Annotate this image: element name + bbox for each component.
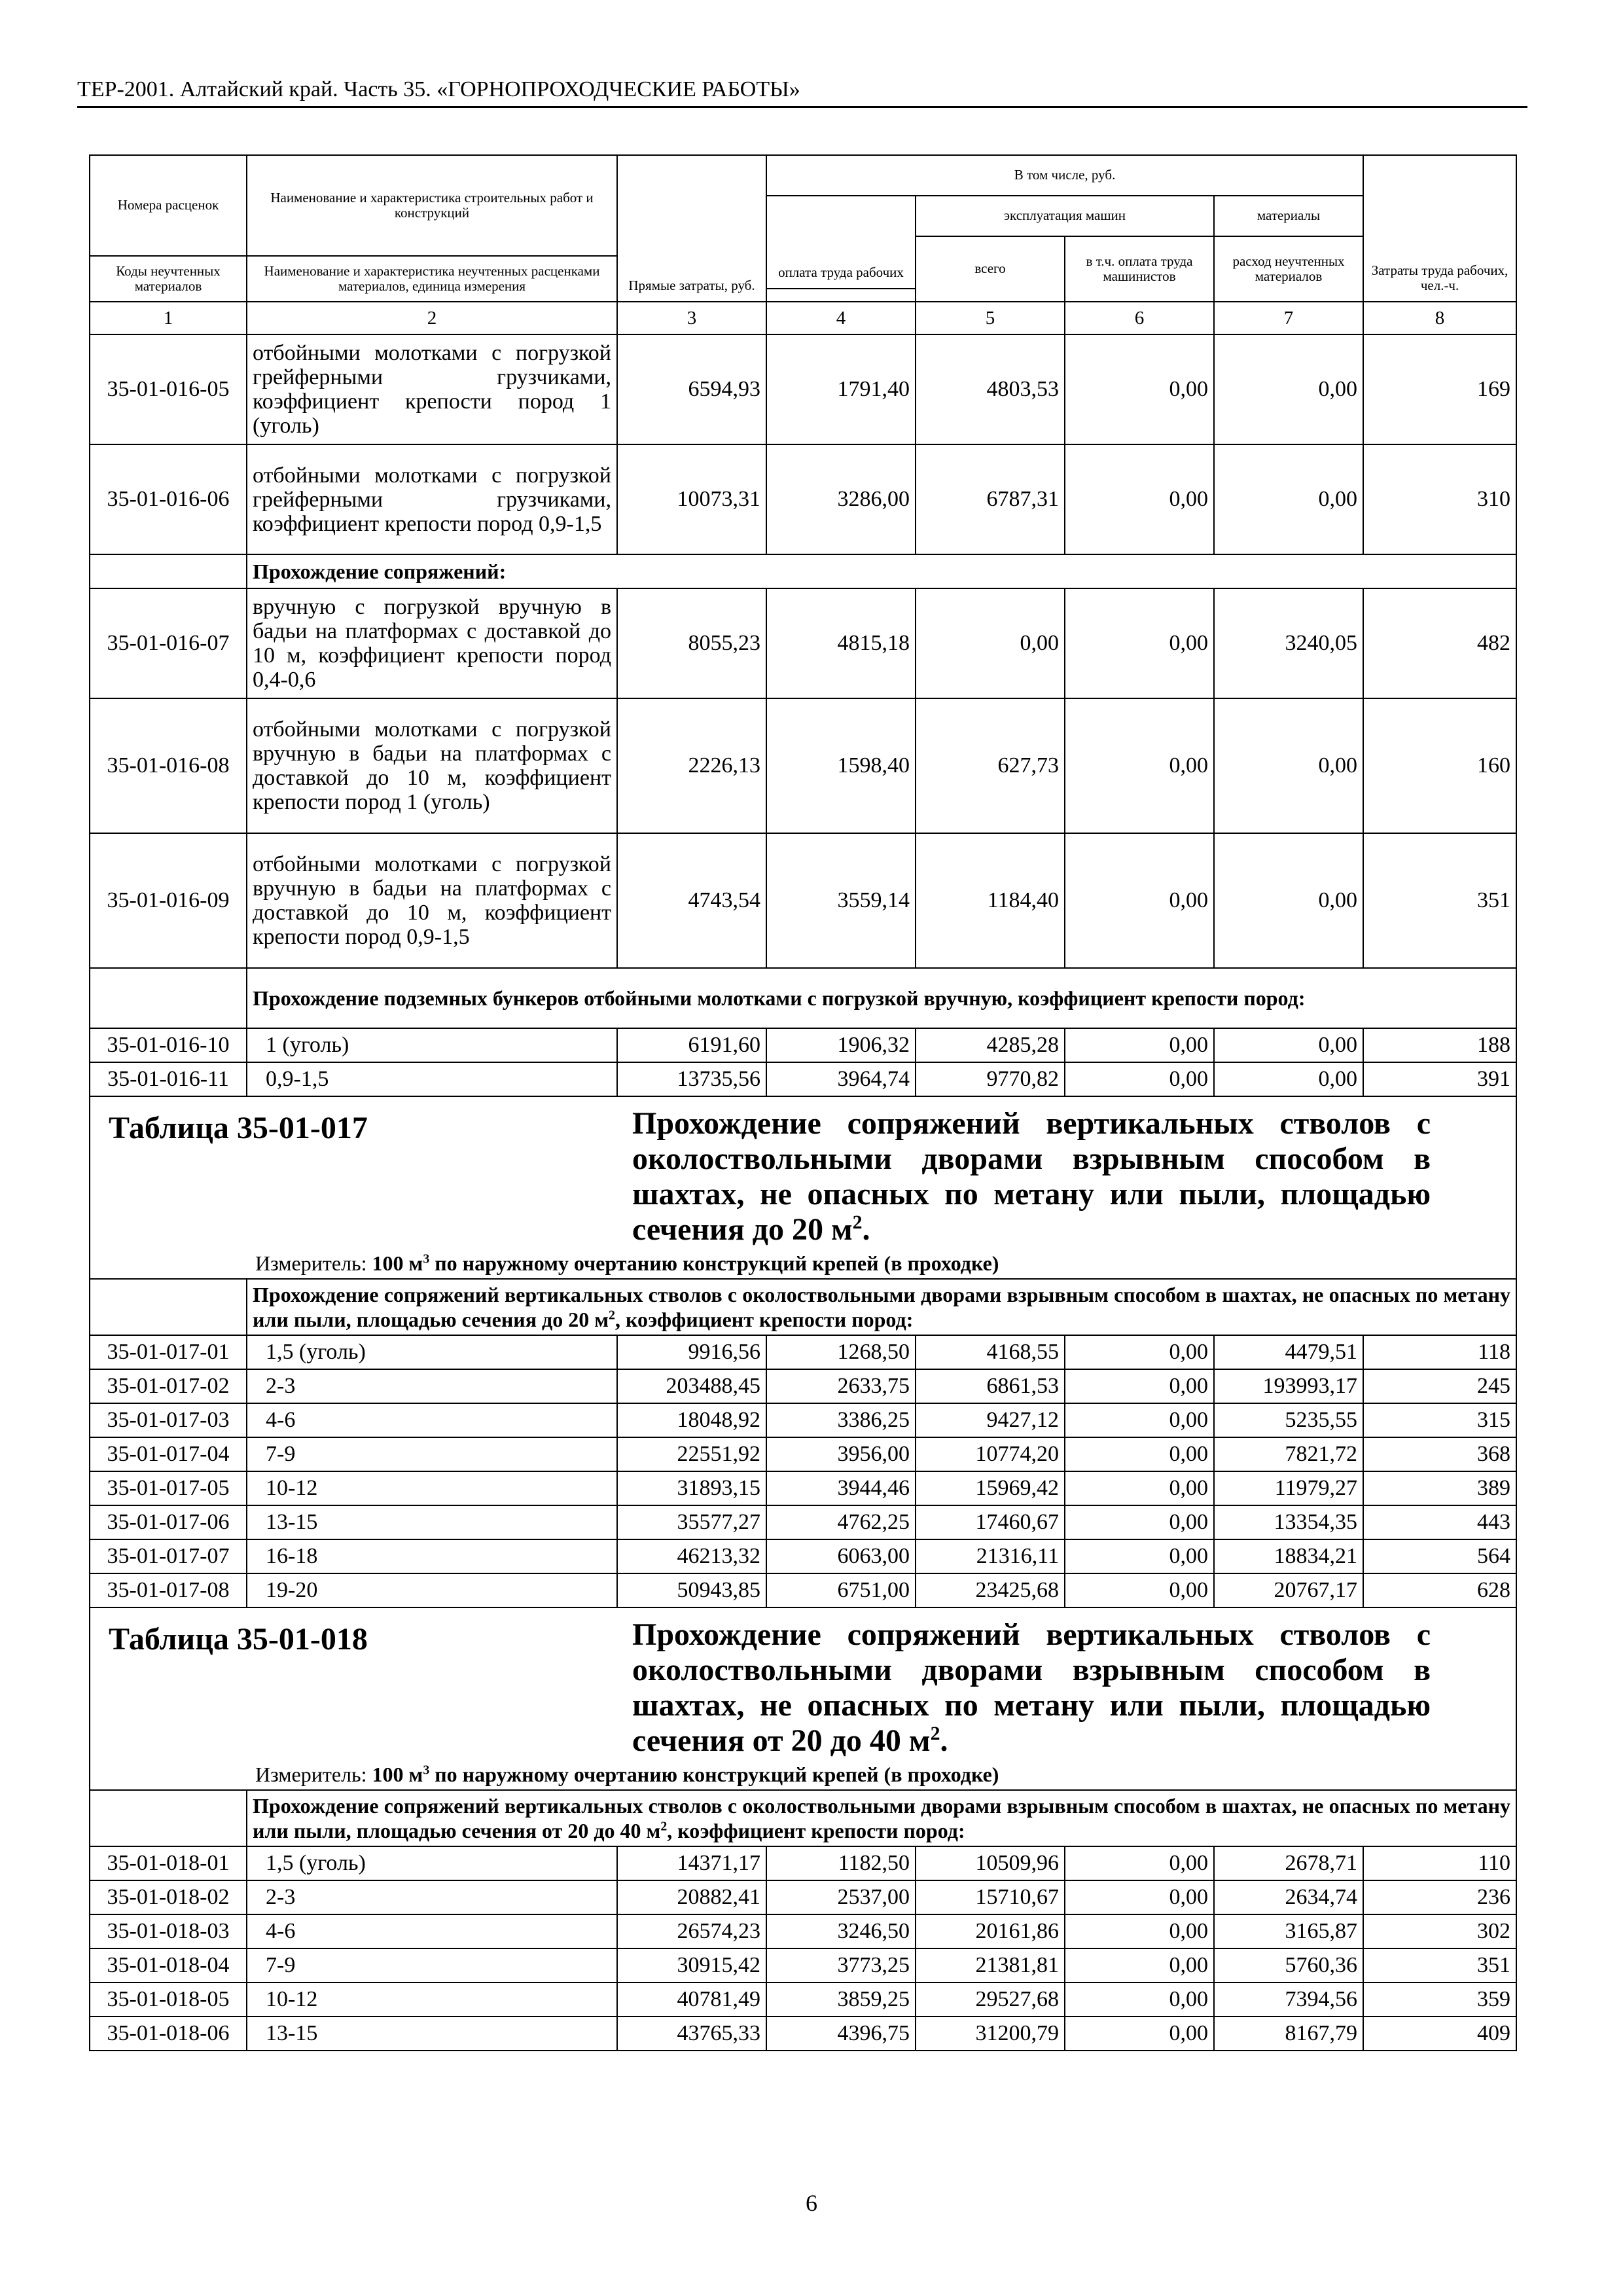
rate-description: 2-3 xyxy=(247,1880,617,1914)
material-cost: 4479,51 xyxy=(1214,1335,1363,1369)
wage-cost: 3944,46 xyxy=(766,1471,916,1505)
wage-cost: 3964,74 xyxy=(766,1062,916,1096)
rate-description: 0,9-1,5 xyxy=(247,1062,617,1096)
table-title-end: . xyxy=(940,1723,948,1758)
rate-description: 16-18 xyxy=(247,1539,617,1573)
labor-hours: 409 xyxy=(1363,2017,1516,2051)
material-cost: 0,00 xyxy=(1214,1062,1363,1096)
direct-cost: 20882,41 xyxy=(617,1880,766,1914)
driver-wage: 0,00 xyxy=(1065,334,1214,444)
col-wage: оплата труда рабочих xyxy=(766,196,916,289)
material-cost: 0,00 xyxy=(1214,833,1363,968)
material-cost: 20767,17 xyxy=(1214,1573,1363,1607)
table-caption-row xyxy=(90,1096,1516,1279)
rate-description: 13-15 xyxy=(247,1505,617,1539)
rate-code: 35-01-016-07 xyxy=(90,588,247,698)
direct-cost: 40781,49 xyxy=(617,1982,766,2017)
labor-hours: 359 xyxy=(1363,1982,1516,2017)
driver-wage: 0,00 xyxy=(1065,1573,1214,1607)
direct-cost: 43765,33 xyxy=(617,2017,766,2051)
driver-wage: 0,00 xyxy=(1065,1846,1214,1880)
labor-hours: 389 xyxy=(1363,1471,1516,1505)
measure-label: Измеритель: xyxy=(255,1251,367,1275)
page-header: ТЕР-2001. Алтайский край. Часть 35. «ГОРНОПРОХОДЧЕСКИЕ РАБОТЫ» xyxy=(77,77,1527,108)
material-cost: 13354,35 xyxy=(1214,1505,1363,1539)
direct-cost: 4743,54 xyxy=(617,833,766,968)
table-title xyxy=(632,1106,1431,1247)
rate-code: 35-01-017-07 xyxy=(90,1539,247,1573)
wage-cost: 1268,50 xyxy=(766,1335,916,1369)
machine-cost: 10509,96 xyxy=(916,1846,1065,1880)
direct-cost: 8055,23 xyxy=(617,588,766,698)
section-row xyxy=(90,554,1516,588)
measure-sup: 3 xyxy=(423,1763,430,1778)
rate-description: отбойными молотками с погрузкой грейферными грузчиками, коэффициент крепости пород 0,9-1,5 xyxy=(247,444,617,554)
driver-wage: 0,00 xyxy=(1065,444,1214,554)
col-mat-unaccounted: расход неучтенных материалов xyxy=(1214,236,1363,302)
rate-code: 35-01-017-04 xyxy=(90,1437,247,1471)
material-cost: 0,00 xyxy=(1214,1028,1363,1062)
direct-cost: 50943,85 xyxy=(617,1573,766,1607)
section-title: Прохождение подземных бункеров отбойными молотками с погрузкой вручную, коэффициент крепости пород: xyxy=(247,968,1516,1028)
wage-cost: 4396,75 xyxy=(766,2017,916,2051)
table-row xyxy=(90,833,1516,968)
rate-description: отбойными молотками с погрузкой вручную в бадьи на платформах с доставкой до 10 м, коэффициент крепости пород 1 (уголь) xyxy=(247,698,617,833)
column-number: 2 xyxy=(247,302,617,334)
wage-cost: 1906,32 xyxy=(766,1028,916,1062)
rate-code: 35-01-017-06 xyxy=(90,1505,247,1539)
rate-code: 35-01-018-03 xyxy=(90,1914,247,1948)
table-caption xyxy=(90,1096,1516,1279)
table-number: Таблица 35-01-018 xyxy=(109,1622,368,1657)
machine-cost: 9427,12 xyxy=(916,1403,1065,1437)
direct-cost: 6191,60 xyxy=(617,1028,766,1062)
table-row xyxy=(90,444,1516,554)
machine-cost: 1184,40 xyxy=(916,833,1065,968)
labor-hours: 351 xyxy=(1363,1948,1516,1982)
labor-hours: 628 xyxy=(1363,1573,1516,1607)
section-code-cell xyxy=(90,1790,247,1846)
material-cost: 0,00 xyxy=(1214,334,1363,444)
direct-cost: 6594,93 xyxy=(617,334,766,444)
table-row xyxy=(90,1335,1516,1369)
driver-wage: 0,00 xyxy=(1065,1880,1214,1914)
section-text: Прохождение сопряжений вертикальных стволов с околоствольными дворами взрывным способом в шахтах, не опасных по метану или пыли, площадью сечения до 20 м xyxy=(253,1283,1511,1331)
direct-cost: 18048,92 xyxy=(617,1403,766,1437)
machine-cost: 0,00 xyxy=(916,588,1065,698)
col-codes: Номера расценок xyxy=(90,155,247,256)
machine-cost: 4168,55 xyxy=(916,1335,1065,1369)
labor-hours: 315 xyxy=(1363,1403,1516,1437)
table-title-sup: 2 xyxy=(852,1211,863,1233)
section-text-end: , коэффициент крепости пород: xyxy=(615,1308,914,1331)
driver-wage: 0,00 xyxy=(1065,1437,1214,1471)
col-incl: В том числе, руб. xyxy=(766,155,1363,196)
wage-cost: 6063,00 xyxy=(766,1539,916,1573)
rate-description: 1,5 (уголь) xyxy=(247,1846,617,1880)
rate-code: 35-01-017-08 xyxy=(90,1573,247,1607)
measure-sup: 3 xyxy=(423,1251,430,1266)
wage-cost: 4815,18 xyxy=(766,588,916,698)
driver-wage: 0,00 xyxy=(1065,1028,1214,1062)
labor-hours: 368 xyxy=(1363,1437,1516,1471)
col-materials: материалы xyxy=(1214,196,1363,236)
wage-cost: 3773,25 xyxy=(766,1948,916,1982)
machine-cost: 10774,20 xyxy=(916,1437,1065,1471)
column-number: 7 xyxy=(1214,302,1363,334)
rate-description: 10-12 xyxy=(247,1471,617,1505)
table-row xyxy=(90,1914,1516,1948)
material-cost: 193993,17 xyxy=(1214,1369,1363,1403)
table-row xyxy=(90,1437,1516,1471)
rate-code: 35-01-018-04 xyxy=(90,1948,247,1982)
table-caption xyxy=(90,1607,1516,1790)
table-title-text: Прохождение сопряжений вертикальных стволов с околоствольными дворами взрывным способом в шахтах, не опасных по метану или пыли, площадью сечения до 20 м xyxy=(632,1106,1431,1247)
machine-cost: 9770,82 xyxy=(916,1062,1065,1096)
table-row xyxy=(90,1028,1516,1062)
wage-cost: 3286,00 xyxy=(766,444,916,554)
rate-description: 10-12 xyxy=(247,1982,617,2017)
section-title xyxy=(247,1790,1516,1846)
column-number: 5 xyxy=(916,302,1065,334)
rate-description: 1,5 (уголь) xyxy=(247,1335,617,1369)
table-row xyxy=(90,1880,1516,1914)
measure-line xyxy=(96,1763,1510,1787)
section-sup: 2 xyxy=(660,1819,668,1834)
wage-cost: 3559,14 xyxy=(766,833,916,968)
driver-wage: 0,00 xyxy=(1065,698,1214,833)
table-row xyxy=(90,698,1516,833)
section-code-cell xyxy=(90,554,247,588)
rates-table xyxy=(89,154,1517,2051)
section-title: Прохождение сопряжений: xyxy=(247,554,1516,588)
material-cost: 5760,36 xyxy=(1214,1948,1363,1982)
direct-cost: 203488,45 xyxy=(617,1369,766,1403)
table-row xyxy=(90,2017,1516,2051)
measure-unit: 100 м xyxy=(372,1251,423,1275)
material-cost: 2678,71 xyxy=(1214,1846,1363,1880)
rate-description: 7-9 xyxy=(247,1948,617,1982)
labor-hours: 188 xyxy=(1363,1028,1516,1062)
table-row xyxy=(90,1846,1516,1880)
labor-hours: 236 xyxy=(1363,1880,1516,1914)
rate-code: 35-01-016-08 xyxy=(90,698,247,833)
table-row xyxy=(90,1573,1516,1607)
labor-hours: 564 xyxy=(1363,1539,1516,1573)
col-name-mat: Наименование и характеристика неучтенных расценками материалов, единица измерения xyxy=(247,256,617,302)
wage-cost: 3956,00 xyxy=(766,1437,916,1471)
col-labor: Затраты труда рабочих, чел.-ч. xyxy=(1363,155,1516,302)
table-title xyxy=(632,1617,1431,1759)
wage-cost: 1598,40 xyxy=(766,698,916,833)
rate-description: отбойными молотками с погрузкой вручную в бадьи на платформах с доставкой до 10 м, коэффициент крепости пород 0,9-1,5 xyxy=(247,833,617,968)
rate-description: 1 (уголь) xyxy=(247,1028,617,1062)
rate-code: 35-01-017-02 xyxy=(90,1369,247,1403)
machine-cost: 4285,28 xyxy=(916,1028,1065,1062)
section-title xyxy=(247,1279,1516,1335)
material-cost: 2634,74 xyxy=(1214,1880,1363,1914)
wage-cost: 3246,50 xyxy=(766,1914,916,1948)
section-text: Прохождение сопряжений вертикальных стволов с околоствольными дворами взрывным способом в шахтах, не опасных по метану или пыли, площадью сечения от 20 до 40 м xyxy=(253,1794,1511,1842)
rate-code: 35-01-017-05 xyxy=(90,1471,247,1505)
table-title-end: . xyxy=(862,1212,870,1247)
column-number: 4 xyxy=(766,302,916,334)
machine-cost: 627,73 xyxy=(916,698,1065,833)
driver-wage: 0,00 xyxy=(1065,588,1214,698)
labor-hours: 391 xyxy=(1363,1062,1516,1096)
column-number: 1 xyxy=(90,302,247,334)
section-code-cell xyxy=(90,968,247,1028)
driver-wage: 0,00 xyxy=(1065,1982,1214,2017)
driver-wage: 0,00 xyxy=(1065,1505,1214,1539)
section-sup: 2 xyxy=(609,1308,615,1323)
direct-cost: 2226,13 xyxy=(617,698,766,833)
material-cost: 0,00 xyxy=(1214,698,1363,833)
wage-cost: 2633,75 xyxy=(766,1369,916,1403)
rate-code: 35-01-016-06 xyxy=(90,444,247,554)
rate-code: 35-01-016-10 xyxy=(90,1028,247,1062)
material-cost: 7394,56 xyxy=(1214,1982,1363,2017)
labor-hours: 110 xyxy=(1363,1846,1516,1880)
rate-code: 35-01-016-11 xyxy=(90,1062,247,1096)
section-row xyxy=(90,1279,1516,1335)
table-row xyxy=(90,1369,1516,1403)
driver-wage: 0,00 xyxy=(1065,1369,1214,1403)
direct-cost: 26574,23 xyxy=(617,1914,766,1948)
rate-code: 35-01-016-09 xyxy=(90,833,247,968)
wage-cost: 2537,00 xyxy=(766,1880,916,1914)
rate-description: 13-15 xyxy=(247,2017,617,2051)
table-row xyxy=(90,334,1516,444)
labor-hours: 169 xyxy=(1363,334,1516,444)
machine-cost: 23425,68 xyxy=(916,1573,1065,1607)
rate-description: отбойными молотками с погрузкой грейферными грузчиками, коэффициент крепости пород 1 (уголь) xyxy=(247,334,617,444)
driver-wage: 0,00 xyxy=(1065,1062,1214,1096)
page-number: 6 xyxy=(806,2190,817,2216)
direct-cost: 46213,32 xyxy=(617,1539,766,1573)
table-title-text: Прохождение сопряжений вертикальных стволов с околоствольными дворами взрывным способом в шахтах, не опасных по метану или пыли, площадью сечения от 20 до 40 м xyxy=(632,1617,1431,1758)
table-number: Таблица 35-01-017 xyxy=(109,1111,368,1145)
driver-wage: 0,00 xyxy=(1065,1539,1214,1573)
direct-cost: 14371,17 xyxy=(617,1846,766,1880)
rate-code: 35-01-017-01 xyxy=(90,1335,247,1369)
measure-line xyxy=(96,1251,1510,1276)
col-total: всего xyxy=(916,236,1065,302)
labor-hours: 443 xyxy=(1363,1505,1516,1539)
material-cost: 0,00 xyxy=(1214,444,1363,554)
col-name: Наименование и характеристика строительных работ и конструкций xyxy=(247,155,617,256)
section-row xyxy=(90,1790,1516,1846)
measure-text: по наружному очертанию конструкций крепей (в проходке) xyxy=(429,1251,999,1275)
table-row xyxy=(90,1471,1516,1505)
machine-cost: 15710,67 xyxy=(916,1880,1065,1914)
labor-hours: 351 xyxy=(1363,833,1516,968)
rate-description: 4-6 xyxy=(247,1403,617,1437)
measure-text: по наружному очертанию конструкций крепей (в проходке) xyxy=(429,1763,999,1786)
material-cost: 18834,21 xyxy=(1214,1539,1363,1573)
labor-hours: 302 xyxy=(1363,1914,1516,1948)
driver-wage: 0,00 xyxy=(1065,1914,1214,1948)
material-cost: 8167,79 xyxy=(1214,2017,1363,2051)
table-row xyxy=(90,1982,1516,2017)
material-cost: 3165,87 xyxy=(1214,1914,1363,1948)
direct-cost: 9916,56 xyxy=(617,1335,766,1369)
wage-cost: 3386,25 xyxy=(766,1403,916,1437)
material-cost: 7821,72 xyxy=(1214,1437,1363,1471)
table-row xyxy=(90,1539,1516,1573)
wage-cost: 1791,40 xyxy=(766,334,916,444)
measure-label: Измеритель: xyxy=(255,1763,367,1786)
labor-hours: 118 xyxy=(1363,1335,1516,1369)
col-machines: эксплуатация машин xyxy=(916,196,1214,236)
rate-code: 35-01-016-05 xyxy=(90,334,247,444)
machine-cost: 29527,68 xyxy=(916,1982,1065,2017)
table-caption-row xyxy=(90,1607,1516,1790)
material-cost: 11979,27 xyxy=(1214,1471,1363,1505)
direct-cost: 22551,92 xyxy=(617,1437,766,1471)
rate-description: 4-6 xyxy=(247,1914,617,1948)
table-title-sup: 2 xyxy=(930,1723,940,1744)
direct-cost: 10073,31 xyxy=(617,444,766,554)
driver-wage: 0,00 xyxy=(1065,833,1214,968)
measure-unit: 100 м xyxy=(372,1763,423,1786)
rate-description: 19-20 xyxy=(247,1573,617,1607)
direct-cost: 35577,27 xyxy=(617,1505,766,1539)
table-row xyxy=(90,1403,1516,1437)
rate-code: 35-01-018-02 xyxy=(90,1880,247,1914)
machine-cost: 4803,53 xyxy=(916,334,1065,444)
wage-cost: 3859,25 xyxy=(766,1982,916,2017)
machine-cost: 17460,67 xyxy=(916,1505,1065,1539)
material-cost: 5235,55 xyxy=(1214,1403,1363,1437)
rate-code: 35-01-018-06 xyxy=(90,2017,247,2051)
section-code-cell xyxy=(90,1279,247,1335)
labor-hours: 160 xyxy=(1363,698,1516,833)
labor-hours: 245 xyxy=(1363,1369,1516,1403)
column-number: 8 xyxy=(1363,302,1516,334)
labor-hours: 482 xyxy=(1363,588,1516,698)
rate-description: 7-9 xyxy=(247,1437,617,1471)
section-text-end: , коэффициент крепости пород: xyxy=(667,1819,965,1842)
driver-wage: 0,00 xyxy=(1065,2017,1214,2051)
rate-description: вручную с погрузкой вручную в бадьи на платформах с доставкой до 10 м, коэффициент крепости пород 0,4-0,6 xyxy=(247,588,617,698)
driver-wage: 0,00 xyxy=(1065,1335,1214,1369)
driver-wage: 0,00 xyxy=(1065,1471,1214,1505)
wage-cost: 6751,00 xyxy=(766,1573,916,1607)
direct-cost: 13735,56 xyxy=(617,1062,766,1096)
table-row xyxy=(90,588,1516,698)
machine-cost: 20161,86 xyxy=(916,1914,1065,1948)
direct-cost: 30915,42 xyxy=(617,1948,766,1982)
machine-cost: 15969,42 xyxy=(916,1471,1065,1505)
machine-cost: 21316,11 xyxy=(916,1539,1065,1573)
material-cost: 3240,05 xyxy=(1214,588,1363,698)
col-codes-mat: Коды неучтенных материалов xyxy=(90,256,247,302)
labor-hours: 310 xyxy=(1363,444,1516,554)
machine-cost: 21381,81 xyxy=(916,1948,1065,1982)
table-row xyxy=(90,1948,1516,1982)
column-number: 3 xyxy=(617,302,766,334)
machine-cost: 6861,53 xyxy=(916,1369,1065,1403)
table-row xyxy=(90,1062,1516,1096)
driver-wage: 0,00 xyxy=(1065,1948,1214,1982)
driver-wage: 0,00 xyxy=(1065,1403,1214,1437)
machine-cost: 6787,31 xyxy=(916,444,1065,554)
col-direct: Прямые затраты, руб. xyxy=(617,155,766,302)
column-number: 6 xyxy=(1065,302,1214,334)
col-drivers: в т.ч. оплата труда машинистов xyxy=(1065,236,1214,302)
rate-code: 35-01-017-03 xyxy=(90,1403,247,1437)
wage-cost: 1182,50 xyxy=(766,1846,916,1880)
section-row xyxy=(90,968,1516,1028)
machine-cost: 31200,79 xyxy=(916,2017,1065,2051)
rate-code: 35-01-018-05 xyxy=(90,1982,247,2017)
direct-cost: 31893,15 xyxy=(617,1471,766,1505)
wage-cost: 4762,25 xyxy=(766,1505,916,1539)
rate-description: 2-3 xyxy=(247,1369,617,1403)
rate-code: 35-01-018-01 xyxy=(90,1846,247,1880)
table-row xyxy=(90,1505,1516,1539)
